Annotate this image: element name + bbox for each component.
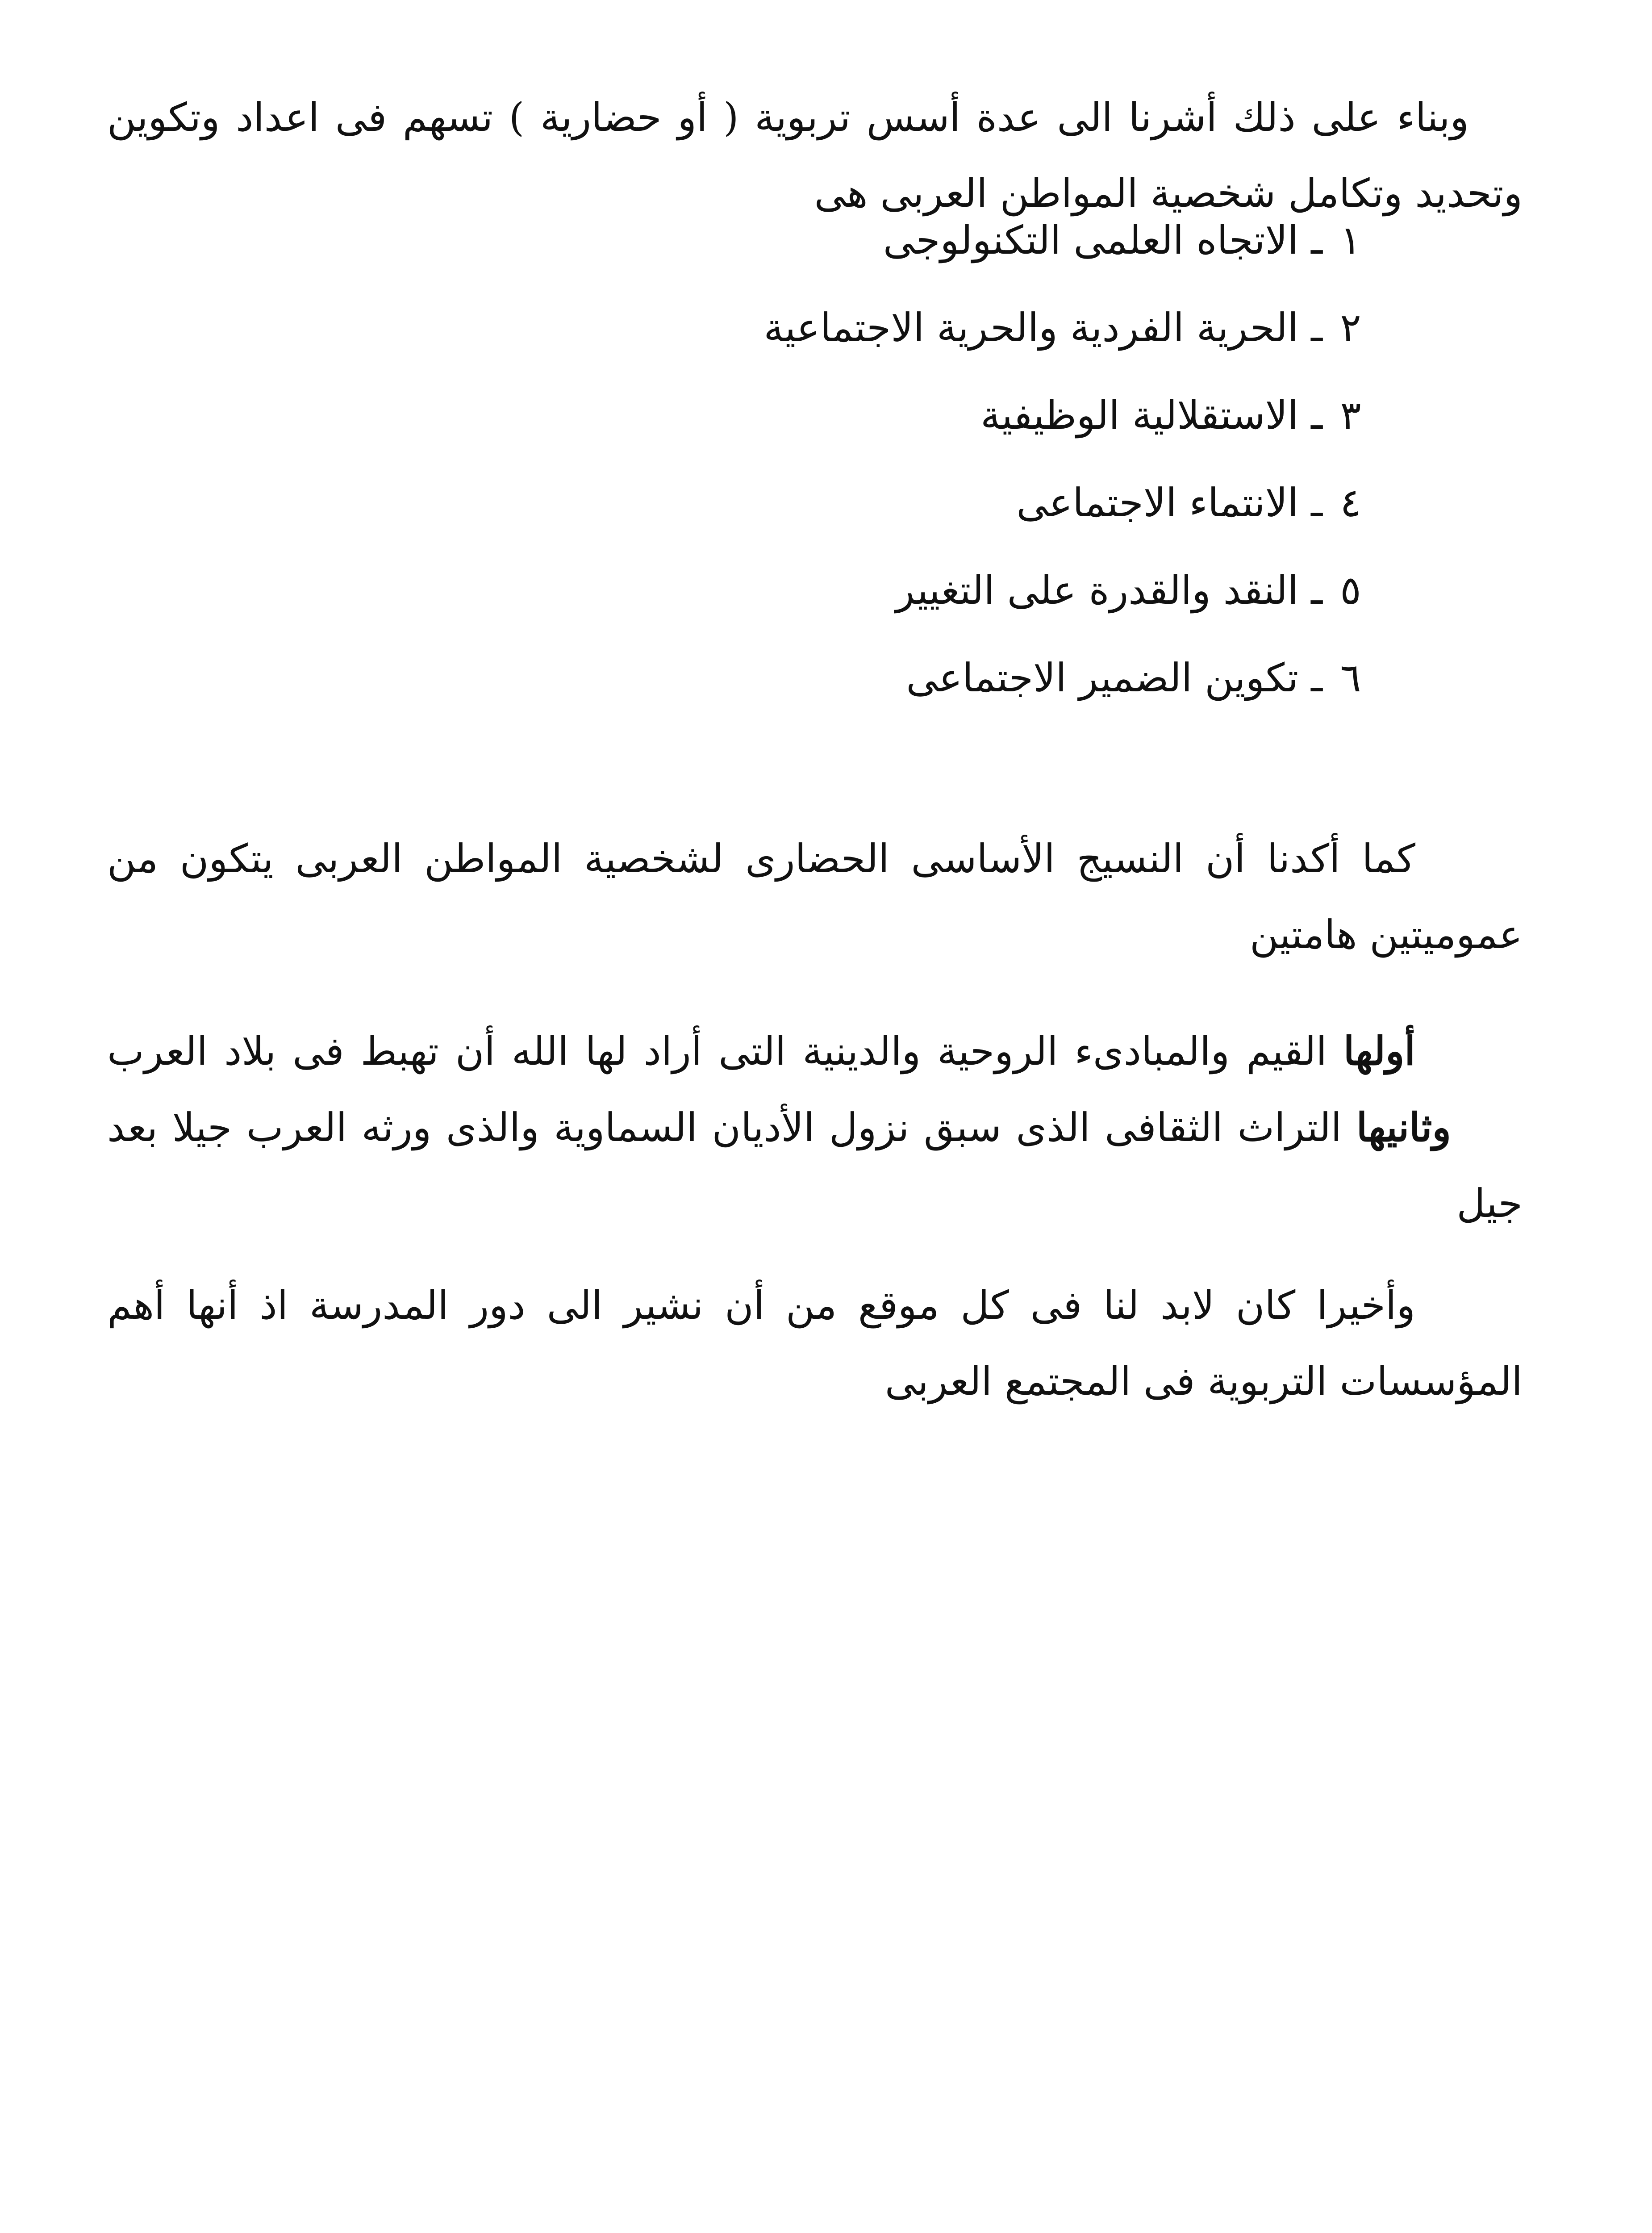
list-item-text: الحرية الفردية والحرية الاجتماعية: [763, 305, 1299, 351]
list-item-number: ٤: [1340, 480, 1361, 526]
list-item-text: الانتماء الاجتماعى: [1016, 480, 1299, 526]
secondly-label: وثانيها: [1356, 1104, 1451, 1150]
list-item-separator: ـ: [1311, 567, 1322, 613]
principles-list: [339, 197, 1366, 722]
list-item: [339, 372, 1366, 459]
list-item-text: النقد والقدرة على التغيير: [895, 567, 1299, 613]
list-item-number: ٣: [1340, 392, 1361, 438]
list-item: [339, 459, 1366, 547]
list-item-number: ١: [1340, 217, 1361, 263]
list-item: [339, 634, 1366, 722]
list-item-separator: ـ: [1311, 480, 1322, 526]
firstly-text: القيم والمبادىء الروحية والدينية التى أراد لها الله أن تهبط فى بلاد العرب: [107, 1028, 1327, 1074]
secondly-text: التراث الثقافى الذى سبق نزول الأديان السماوية والذى ورثه العرب جيلا بعد جيل: [107, 1104, 1523, 1226]
firstly-paragraph: [107, 1013, 1523, 1242]
list-item-text: الاستقلالية الوظيفية: [980, 392, 1299, 438]
list-item-separator: ـ: [1311, 655, 1322, 701]
intro-paragraph: وبناء على ذلك أشرنا الى عدة أسس تربوية ( أو حضارية ) تسهم فى اعداد وتكوين وتحديد وتكامل شخصية المواطن العربى هى: [107, 94, 1523, 216]
list-item-text: تكوين الضمير الاجتماعى: [906, 655, 1299, 701]
list-item: [339, 284, 1366, 372]
list-item-number: ٥: [1340, 567, 1361, 613]
list-item: [339, 547, 1366, 634]
list-item-number: ٢: [1340, 305, 1361, 351]
list-item-text: الاتجاه العلمى التكنولوجى: [883, 217, 1299, 263]
list-item-separator: ـ: [1311, 217, 1322, 263]
list-item-separator: ـ: [1311, 392, 1322, 438]
list-item-number: ٦: [1340, 655, 1361, 701]
firstly-label: أولها: [1343, 1028, 1415, 1074]
final-paragraph: وأخيرا كان لابد لنا فى كل موقع من أن نشير الى دور المدرسة اذ أنها أهم المؤسسات التربوية فى المجتمع العربى: [107, 1282, 1523, 1404]
weave-paragraph: كما أكدنا أن النسيج الأساسى الحضارى لشخصية المواطن العربى يتكون من عموميتين هامتين: [107, 836, 1523, 958]
list-item-separator: ـ: [1311, 305, 1322, 351]
list-item: [339, 197, 1366, 284]
